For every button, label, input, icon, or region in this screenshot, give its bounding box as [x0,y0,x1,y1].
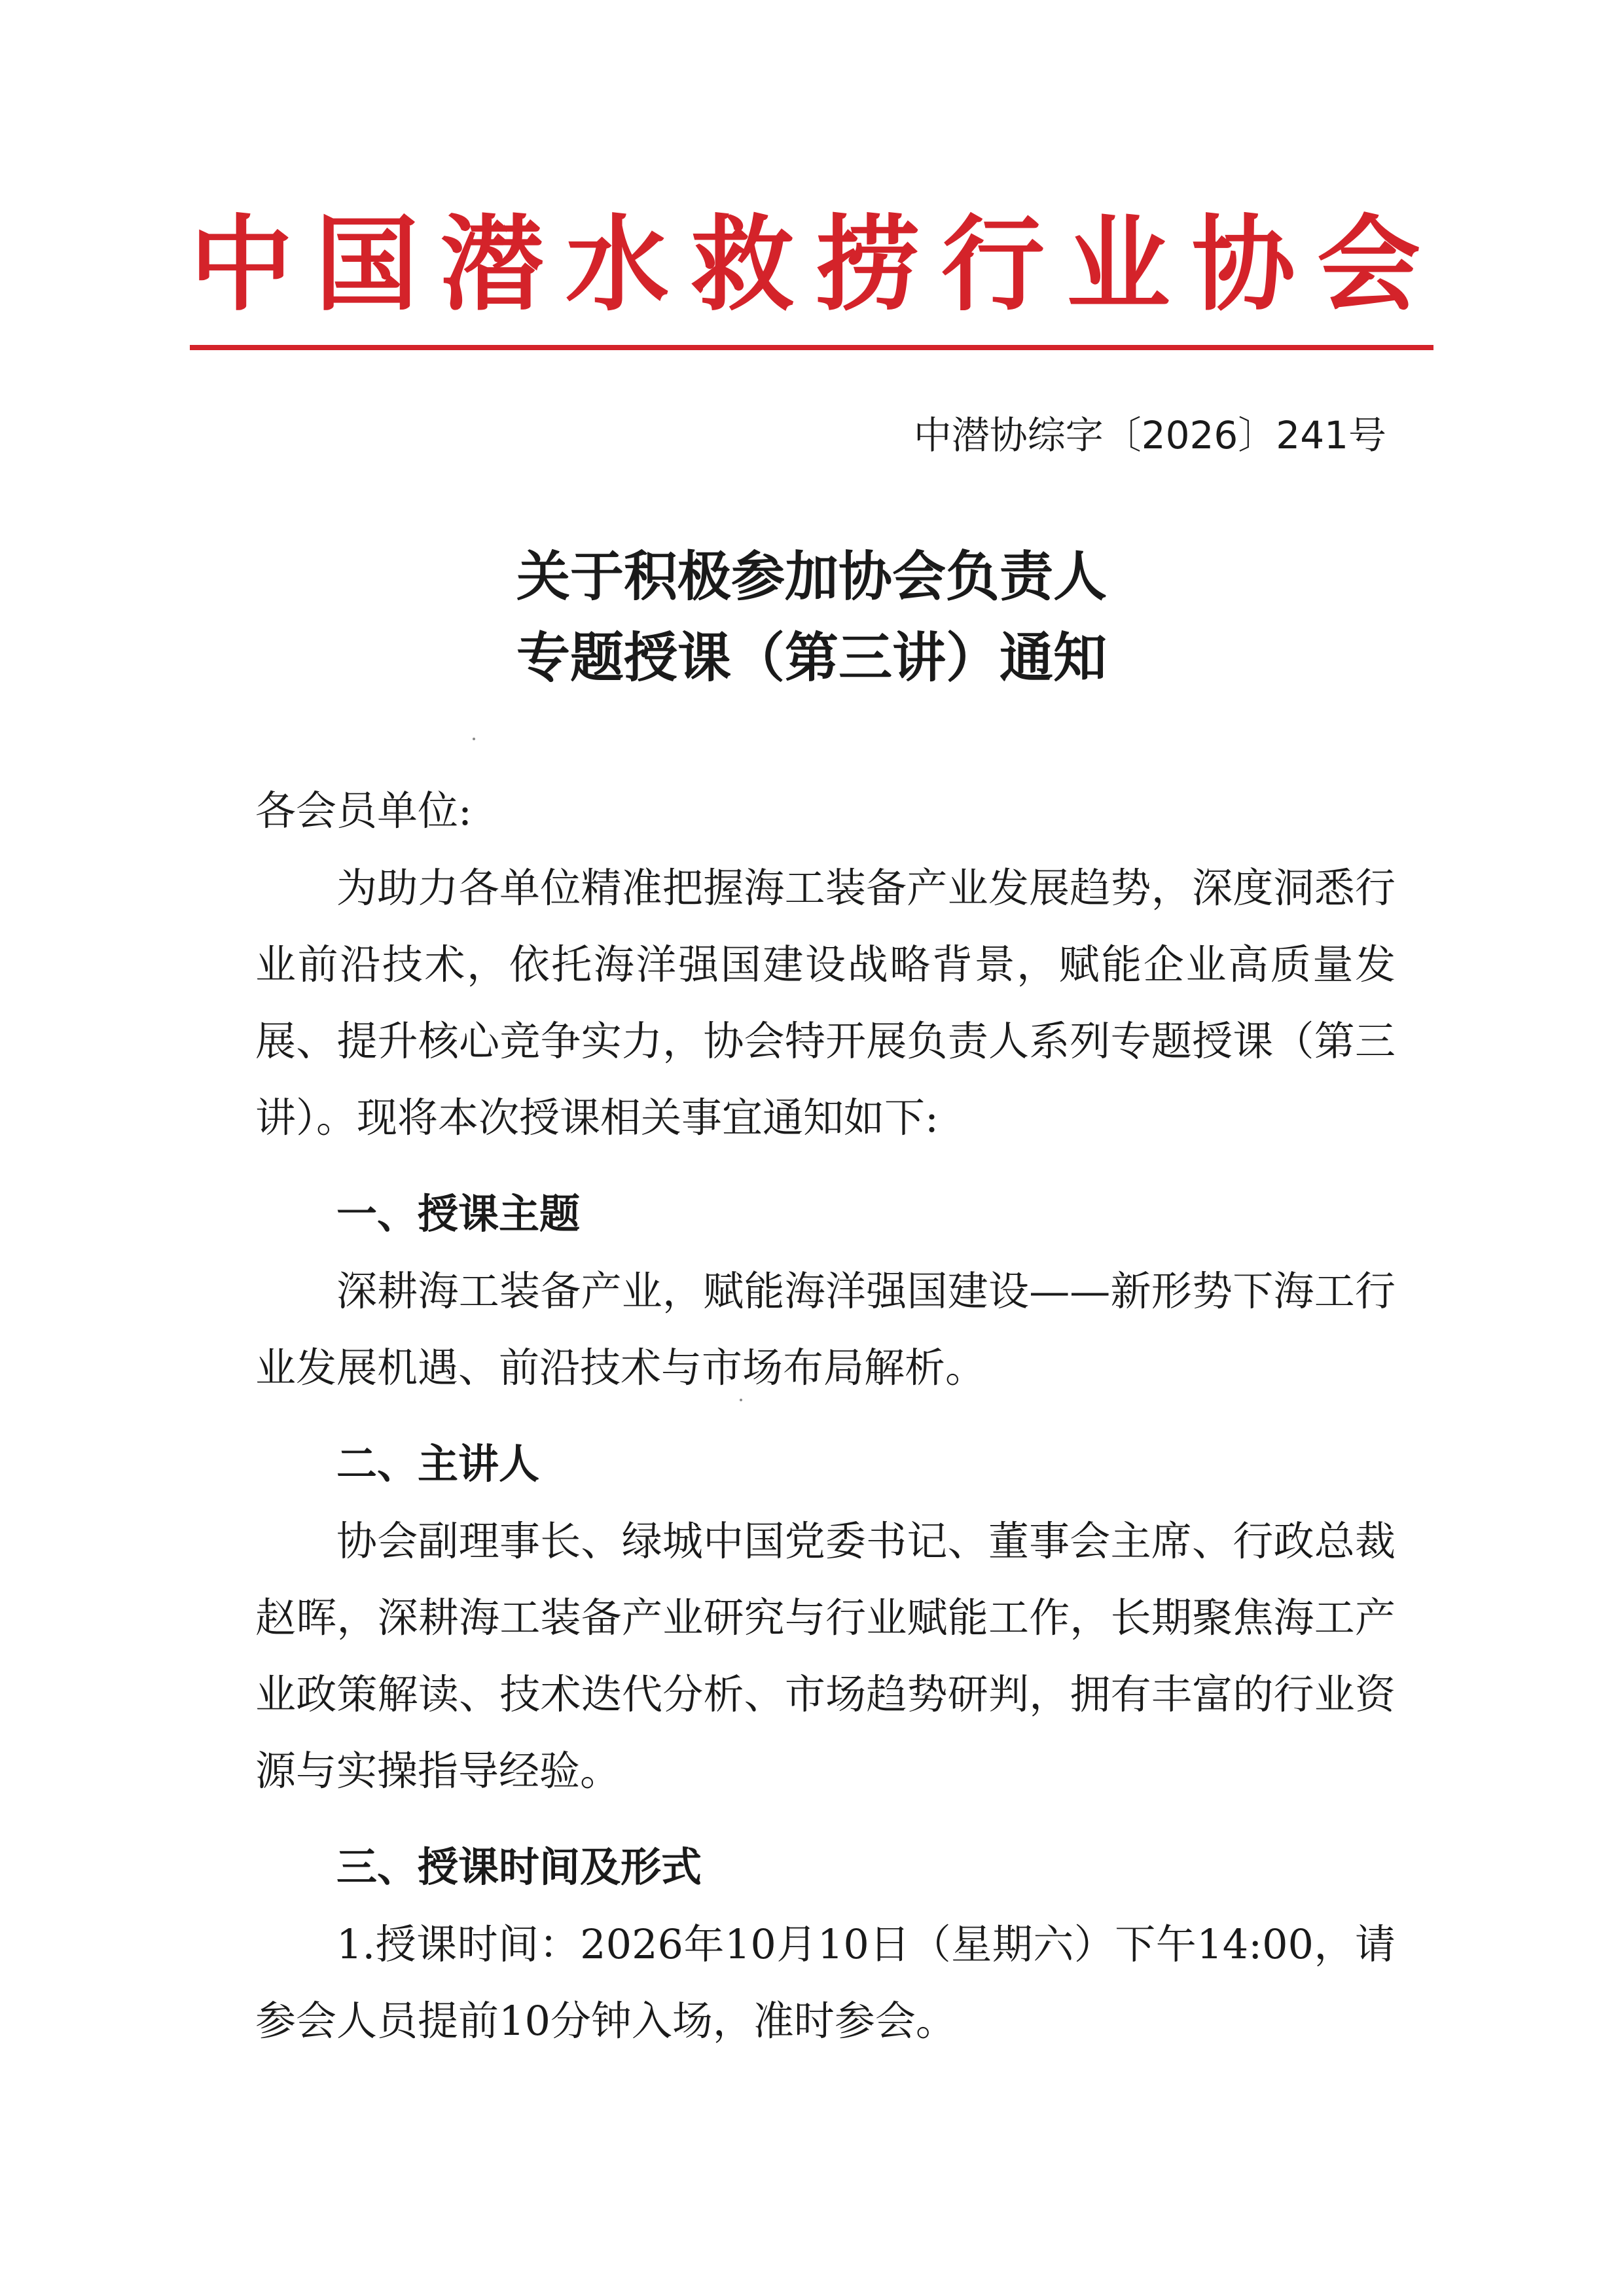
document-number: 中潜协综字〔2026〕241号 [913,413,1386,457]
intro-paragraph: 为助力各单位精准把握海工装备产业发展趋势，深度洞悉行业前沿技术，依托海洋强国建设战略背景，赋能企业高质量发展、提升核心竞争实力，协会特开展负责人系列专题授课（第三讲）。现将本次授课相关事宜通知如下: [255,864,1396,1141]
section-paragraph-time: 1.授课时间：2026年10月10日（星期六）下午14:00，请参会人员提前10分钟入场，准时参会。 [255,1920,1396,2045]
document-title [255,537,1368,699]
section-heading-topic: 一、授课主题 [336,1190,581,1238]
scan-speck [473,738,475,740]
title-line-2: 专题授课（第三讲）通知 [516,627,1107,689]
salutation: 各会员单位: [255,787,472,834]
document-body [255,772,1396,2059]
scan-speck [740,1399,742,1401]
section-heading-time-format: 三、授课时间及形式 [336,1843,702,1891]
title-line-1: 关于积极参加协会负责人 [516,546,1107,608]
letterhead-red-rule [190,345,1433,350]
letterhead-org-name: 中国潜水救捞行业协会 [190,204,1420,325]
section-paragraph-topic: 深耕海工装备产业，赋能海洋强国建设——新形势下海工行业发展机遇、前沿技术与市场布局解析。 [255,1267,1396,1391]
section-paragraph-speaker: 协会副理事长、绿城中国党委书记、董事会主席、行政总裁赵晖，深耕海工装备产业研究与行业赋能工作，长期聚焦海工产业政策解读、技术迭代分析、市场趋势研判，拥有丰富的行业资源与实操指导经验。 [255,1517,1396,1795]
section-heading-speaker: 二、主讲人 [336,1440,540,1488]
